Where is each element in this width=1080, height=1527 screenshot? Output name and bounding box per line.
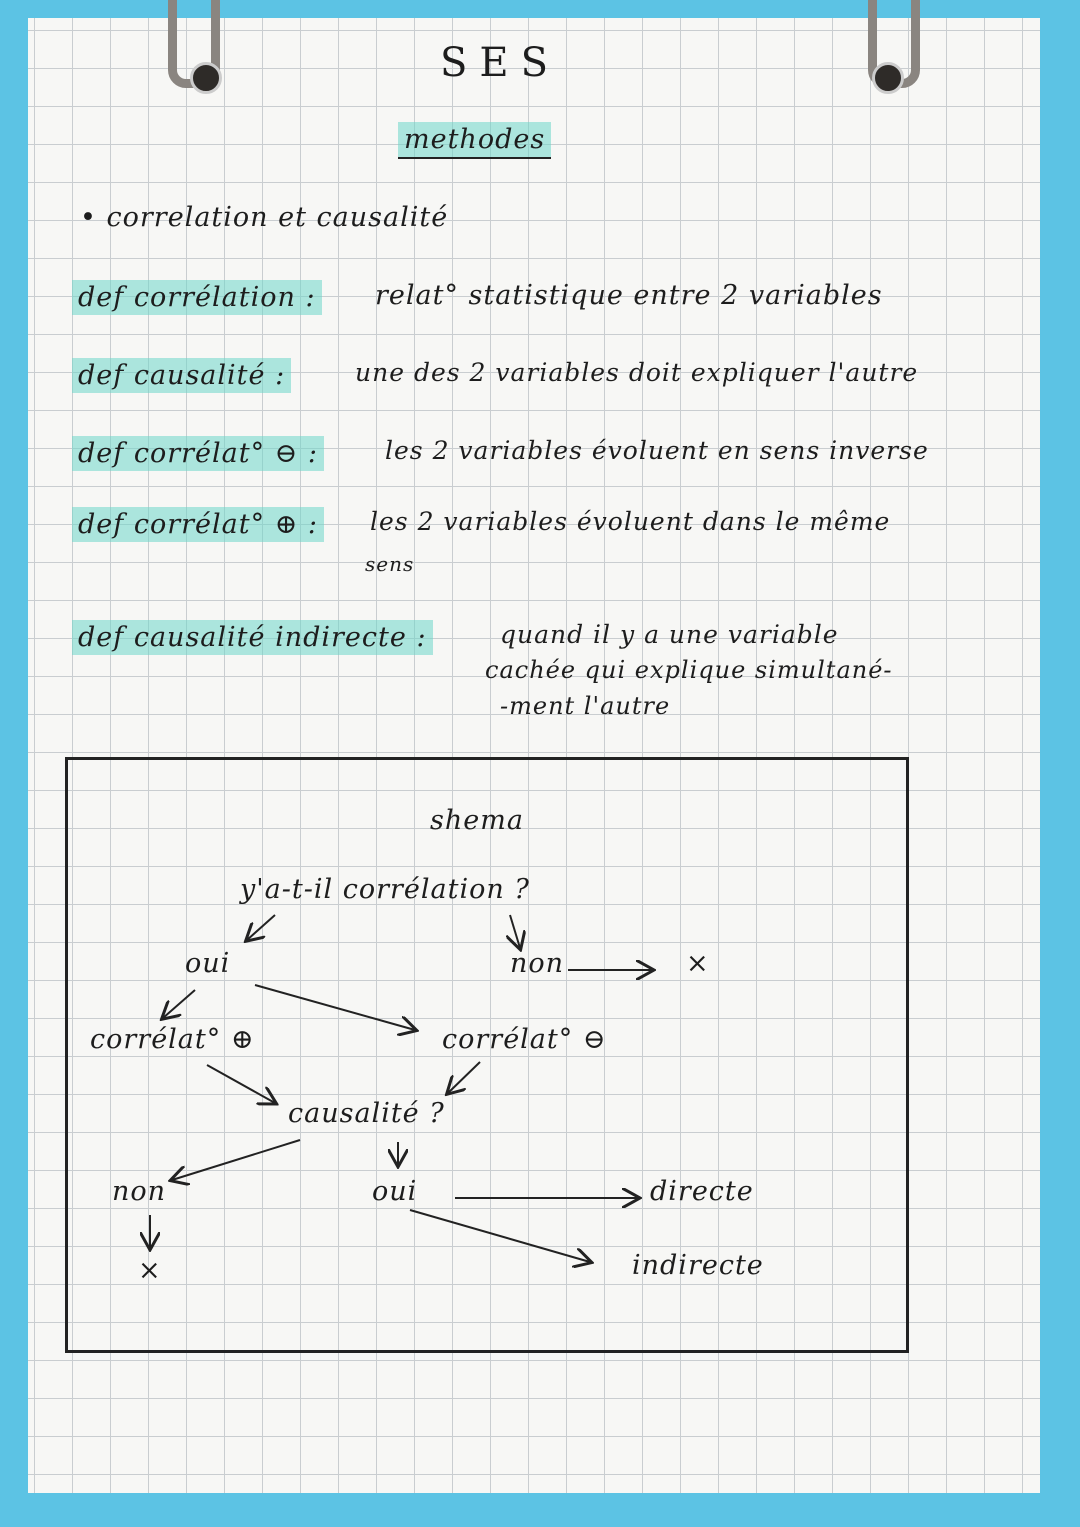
bullet-topic: • correlation et causalité <box>80 202 449 233</box>
schema-question-causality: causalité ? <box>288 1098 445 1129</box>
def-term: def corrélation : <box>72 280 322 315</box>
schema-non: non <box>510 948 565 979</box>
def-text: une des 2 variables doit expliquer l'autre <box>355 358 919 387</box>
def-term: def causalité indirecte : <box>72 620 433 655</box>
def-text: les 2 variables évoluent dans le même <box>370 507 891 536</box>
def-term: def corrélat° ⊕ : <box>72 507 324 542</box>
schema-corr-positive: corrélat° ⊕ <box>90 1024 255 1055</box>
schema-corr-negative: corrélat° ⊖ <box>442 1024 607 1055</box>
def-text-cont: cachée qui explique simultané- <box>485 656 893 684</box>
def-text-cont: sens <box>365 552 415 576</box>
def-text-cont: -ment l'autre <box>500 692 671 720</box>
def-text: quand il y a une variable <box>500 620 839 649</box>
schema-directe: directe <box>650 1176 754 1207</box>
schema-cross2: × <box>138 1255 162 1286</box>
schema-oui: oui <box>185 948 231 979</box>
def-text: les 2 variables évoluent en sens inverse <box>385 436 929 465</box>
page-title: SES <box>440 40 561 86</box>
schema-question-correlation: y'a-t-il corrélation ? <box>240 874 530 905</box>
schema-cross: × <box>686 948 710 979</box>
schema-indirecte: indirecte <box>632 1250 764 1281</box>
def-term: def causalité : <box>72 358 291 393</box>
schema-non2: non <box>112 1176 167 1207</box>
section-heading: methodes <box>398 122 551 159</box>
schema-title: shema <box>430 805 524 836</box>
bullet-text: correlation et causalité <box>106 202 449 233</box>
def-text: relat° statistique entre 2 variables <box>375 280 883 311</box>
def-term: def corrélat° ⊖ : <box>72 436 324 471</box>
schema-oui2: oui <box>372 1176 418 1207</box>
